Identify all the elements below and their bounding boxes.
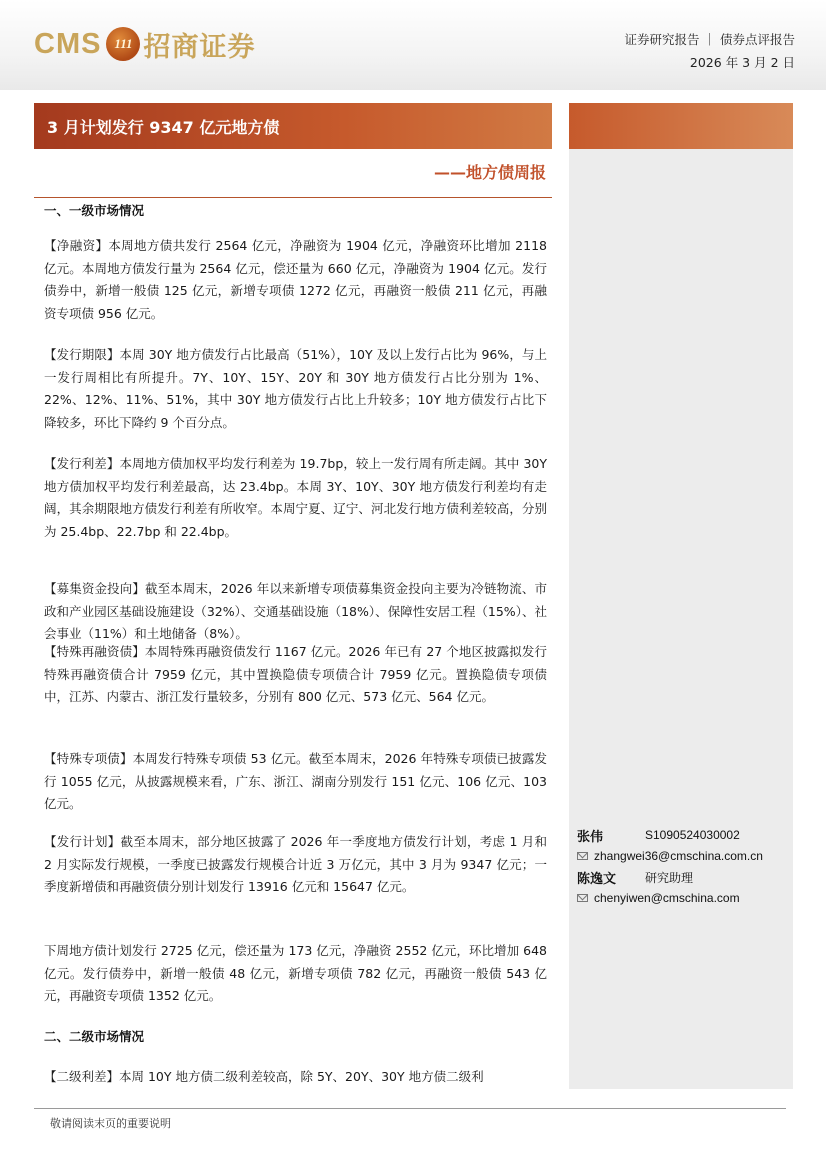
- author-role: 研究助理: [645, 870, 694, 885]
- logo-emblem-icon: 111: [106, 27, 140, 61]
- paragraph-issuance-plan: 【发行计划】截至本周末，部分地区披露了 2026 年一季度地方债发行计划，考虑 1 月和 2 月实际发行规模，一季度已披露发行规模合计近 3 万亿元，其中 3 月为 9347 亿元；一季度新增债和再融资债分别计划发行 13916 亿元和 15647 亿元。: [44, 834, 547, 894]
- author-email[interactable]: zhangwei36@cmschina.com.cn: [594, 849, 763, 863]
- side-title-bar: [569, 103, 793, 149]
- section-title-secondary: 二、二级市场情况: [44, 1029, 145, 1044]
- paragraph-spread: 【发行利差】本周地方债加权平均发行利差为 19.7bp，较上一发行周有所走阔。其中 30Y 地方债加权平均发行利差最高，达 23.4bp。本周 3Y、10Y、30Y 地方债发行利差均有走阔，其余期限地方债发行利差有所收窄。本周宁夏、辽宁、河北发行地方债利差较高，分别为 25.4bp、22.7bp 和 22.4bp。: [44, 456, 547, 539]
- report-type: 证券研究报告 ｜ 债券点评报告: [624, 32, 795, 47]
- author-email-row[interactable]: [577, 846, 787, 866]
- footer-divider: [34, 1108, 786, 1109]
- paragraph-secondary-spread: 【二级利差】本周 10Y 地方债二级利差较高，除 5Y、20Y、30Y 地方债二级利: [44, 1069, 484, 1084]
- author-name: 陈逸文: [577, 871, 617, 887]
- paragraph-next-week: 下周地方债计划发行 2725 亿元，偿还量为 173 亿元，净融资 2552 亿元，环比增加 648 亿元。发行债券中，新增一般债 48 亿元，新增专项债 782 亿元，再融资一般债 543 亿元，再融资专项债 1352 亿元。: [44, 943, 547, 1003]
- footer-note: 敬请阅读末页的重要说明: [50, 1117, 171, 1130]
- subtitle-divider: [34, 197, 552, 198]
- author-name: 张伟: [577, 829, 604, 845]
- section-title-primary: 一、一级市场情况: [44, 203, 145, 218]
- company-logo: [34, 24, 255, 64]
- report-title-bar: [34, 103, 552, 149]
- report-subtitle: ——地方债周报: [433, 163, 546, 182]
- paragraph-net-financing: 【净融资】本周地方债共发行 2564 亿元，净融资为 1904 亿元，净融资环比增加 2118 亿元。本周地方债发行量为 2564 亿元，偿还量为 660 亿元，净融资为 1904 亿元。发行债券中，新增一般债 125 亿元，新增专项债 1272 亿元，再融资一般债 211 亿元，再融资专项债 956 亿元。: [44, 238, 547, 321]
- mail-icon: [577, 894, 588, 902]
- author-row: [577, 824, 787, 846]
- logo-chinese-name: 招商证券: [143, 31, 256, 63]
- author-block: [577, 824, 787, 908]
- paragraph-fund-use: 【募集资金投向】截至本周末，2026 年以来新增专项债募集资金投向主要为冷链物流、市政和产业园区基础设施建设（32%）、交通基础设施（18%）、保障性安居工程（15%）、社会事业（11%）和土地储备（8%）。: [44, 581, 547, 641]
- paragraph-tenor: 【发行期限】本周 30Y 地方债发行占比最高（51%），10Y 及以上发行占比为 96%，与上一发行周相比有所提升。7Y、10Y、15Y、20Y 和 30Y 地方债发行占比分别为 1%、22%、12%、11%、51%，其中 30Y 地方债发行占比上升较多；10Y 地方债发行占比下降较多，环比下降约 9 个百分点。: [44, 347, 547, 430]
- author-email[interactable]: chenyiwen@cmschina.com: [594, 891, 740, 905]
- report-title: 3 月计划发行 9347 亿元地方债: [47, 117, 280, 137]
- author-email-row[interactable]: [577, 888, 787, 908]
- paragraph-special-refinancing: 【特殊再融资债】本周特殊再融资债发行 1167 亿元。2026 年已有 27 个地区披露拟发行特殊再融资债合计 7959 亿元，其中置换隐债专项债合计 7959 亿元。置换隐债专项债中，江苏、内蒙古、浙江发行量较多，分别有 800 亿元、573 亿元、564 亿元。: [44, 644, 547, 704]
- author-row: [577, 866, 787, 888]
- paragraph-special-project: 【特殊专项债】本周发行特殊专项债 53 亿元。截至本周末，2026 年特殊专项债已披露发行 1055 亿元，从披露规模来看，广东、浙江、湖南分别发行 151 亿元、106 亿元、103 亿元。: [44, 751, 547, 811]
- logo-cms-text: CMS: [34, 27, 102, 60]
- report-date: 2026 年 3 月 2 日: [689, 55, 795, 70]
- mail-icon: [577, 852, 588, 860]
- author-cert-id: S1090524030002: [645, 828, 740, 842]
- header-meta: [625, 28, 795, 74]
- side-panel: [569, 149, 793, 1089]
